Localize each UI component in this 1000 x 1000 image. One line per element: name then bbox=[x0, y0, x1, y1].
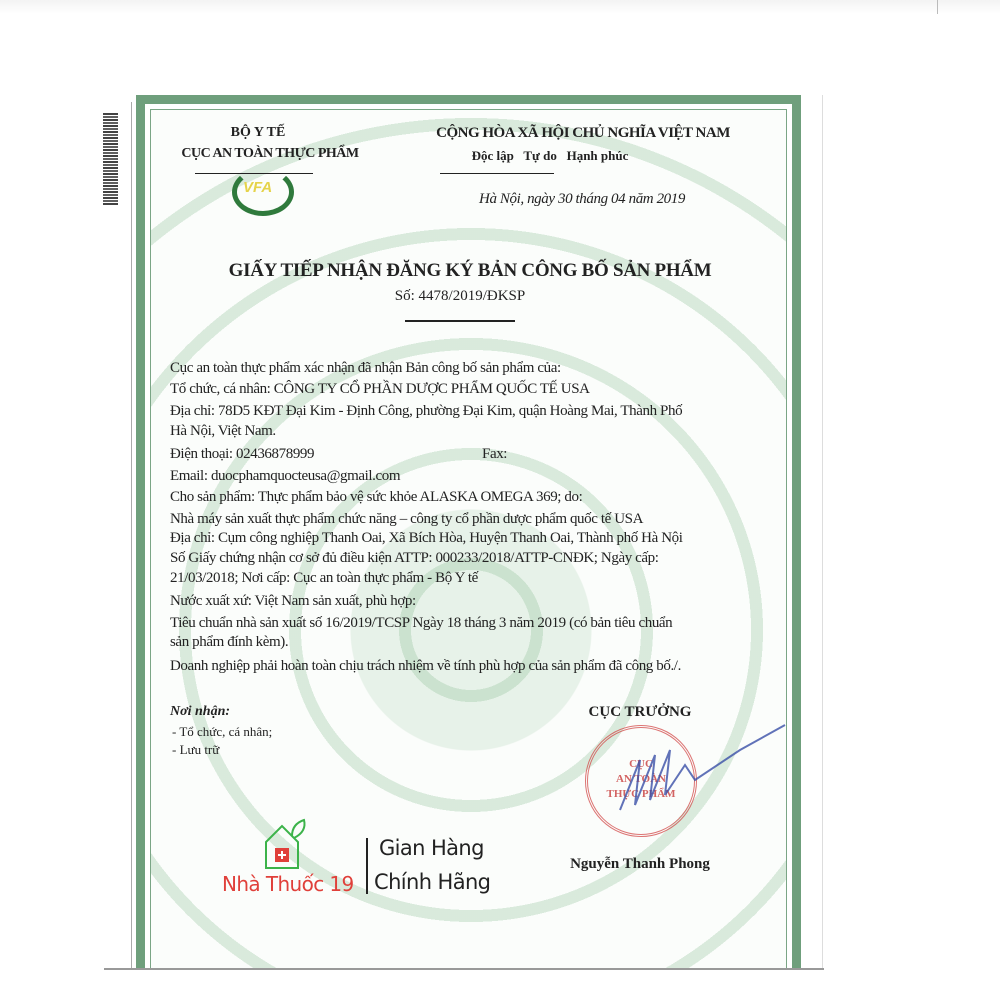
body-line: Cho sản phẩm: Thực phẩm bảo vệ sức khỏe ALASKA OMEGA 369; do: bbox=[170, 489, 583, 505]
body-line: sản phẩm đính kèm). bbox=[170, 634, 289, 650]
body-line: Nước xuất xứ: Việt Nam sản xuất, phù hợp: bbox=[170, 593, 416, 609]
underline bbox=[405, 320, 515, 322]
fax-label: Fax: bbox=[482, 446, 508, 462]
body-line: Cục an toàn thực phẩm xác nhận đã nhận Bản công bố sản phẩm của: bbox=[170, 360, 561, 376]
recipient-item: - Lưu trữ bbox=[172, 742, 220, 757]
logo-line-1: Gian Hàng bbox=[379, 836, 484, 860]
body-line: Địa chỉ: Cụm công nghiệp Thanh Oai, Xã Bích Hòa, Huyện Thanh Oai, Thành phố Hà Nội bbox=[170, 530, 683, 546]
nation-name: CỘNG HÒA XÃ HỘI CHỦ NGHĨA VIỆT NAM bbox=[436, 125, 730, 141]
pharmacy-house-icon bbox=[262, 818, 310, 872]
body-line: Số Giấy chứng nhận cơ sở đủ điều kiện ATTP: 000233/2018/ATTP-CNĐK; Ngày cấp: bbox=[170, 550, 659, 566]
body-line: Tổ chức, cá nhân: CÔNG TY CỔ PHẦN DƯỢC PHẨM QUỐC TẾ USA bbox=[170, 381, 590, 397]
motto: Độc lập Tự do Hạnh phúc bbox=[471, 148, 629, 163]
body-line: Tiêu chuẩn nhà sản xuất số 16/2019/TCSP Ngày 18 tháng 3 năm 2019 (có bản tiêu chuẩn bbox=[170, 615, 673, 631]
logo-line-2: Chính Hãng bbox=[374, 870, 491, 894]
body-line: Email: duocphamquocteusa@gmail.com bbox=[170, 468, 401, 484]
document-number: Số: 4478/2019/ĐKSP bbox=[394, 288, 526, 304]
divider bbox=[937, 0, 938, 14]
issue-date: Hà Nội, ngày 30 tháng 04 năm 2019 bbox=[479, 191, 685, 207]
page-margin-line bbox=[131, 102, 132, 968]
page-bottom-line bbox=[104, 968, 824, 970]
pharmacy-brand: Nhà Thuốc 19 bbox=[222, 872, 354, 896]
signature bbox=[600, 720, 790, 820]
logo-divider bbox=[366, 838, 368, 894]
underline bbox=[440, 173, 554, 174]
ministry-name: BỘ Y TẾ bbox=[230, 125, 286, 140]
body-line: Địa chỉ: 78D5 KĐT Đại Kim - Định Công, phường Đại Kim, quận Hoàng Mai, Thành Phố bbox=[170, 403, 683, 419]
vfa-logo: VFA bbox=[232, 168, 294, 216]
barcode bbox=[103, 113, 118, 205]
signer-name: Nguyễn Thanh Phong bbox=[570, 856, 710, 872]
department-name: CỤC AN TOÀN THỰC PHẨM bbox=[181, 146, 359, 161]
body-line: Điện thoại: 02436878999 bbox=[170, 446, 315, 462]
underline bbox=[195, 173, 313, 174]
document-title: GIẤY TIẾP NHẬN ĐĂNG KÝ BẢN CÔNG BỐ SẢN PHẨM bbox=[228, 260, 712, 281]
body-line: 21/03/2018; Nơi cấp: Cục an toàn thực phẩm - Bộ Y tế bbox=[170, 570, 478, 586]
signer-title: CỤC TRƯỞNG bbox=[588, 704, 692, 720]
official-stamp: CỤC AN TOÀN THỰC PHẨM bbox=[585, 725, 697, 837]
body-line: Nhà máy sản xuất thực phẩm chức năng – công ty cổ phần dược phẩm quốc tế USA bbox=[170, 511, 644, 527]
recipient-item: - Tổ chức, cá nhân; bbox=[172, 724, 273, 739]
recipients-heading: Nơi nhận: bbox=[170, 704, 231, 719]
body-line: Doanh nghiệp phải hoàn toàn chịu trách nhiệm về tính phù hợp của sản phẩm đã công bố./. bbox=[170, 658, 681, 674]
page-edge bbox=[822, 95, 823, 968]
top-bar bbox=[0, 0, 1000, 14]
body-line: Hà Nội, Việt Nam. bbox=[170, 423, 276, 439]
